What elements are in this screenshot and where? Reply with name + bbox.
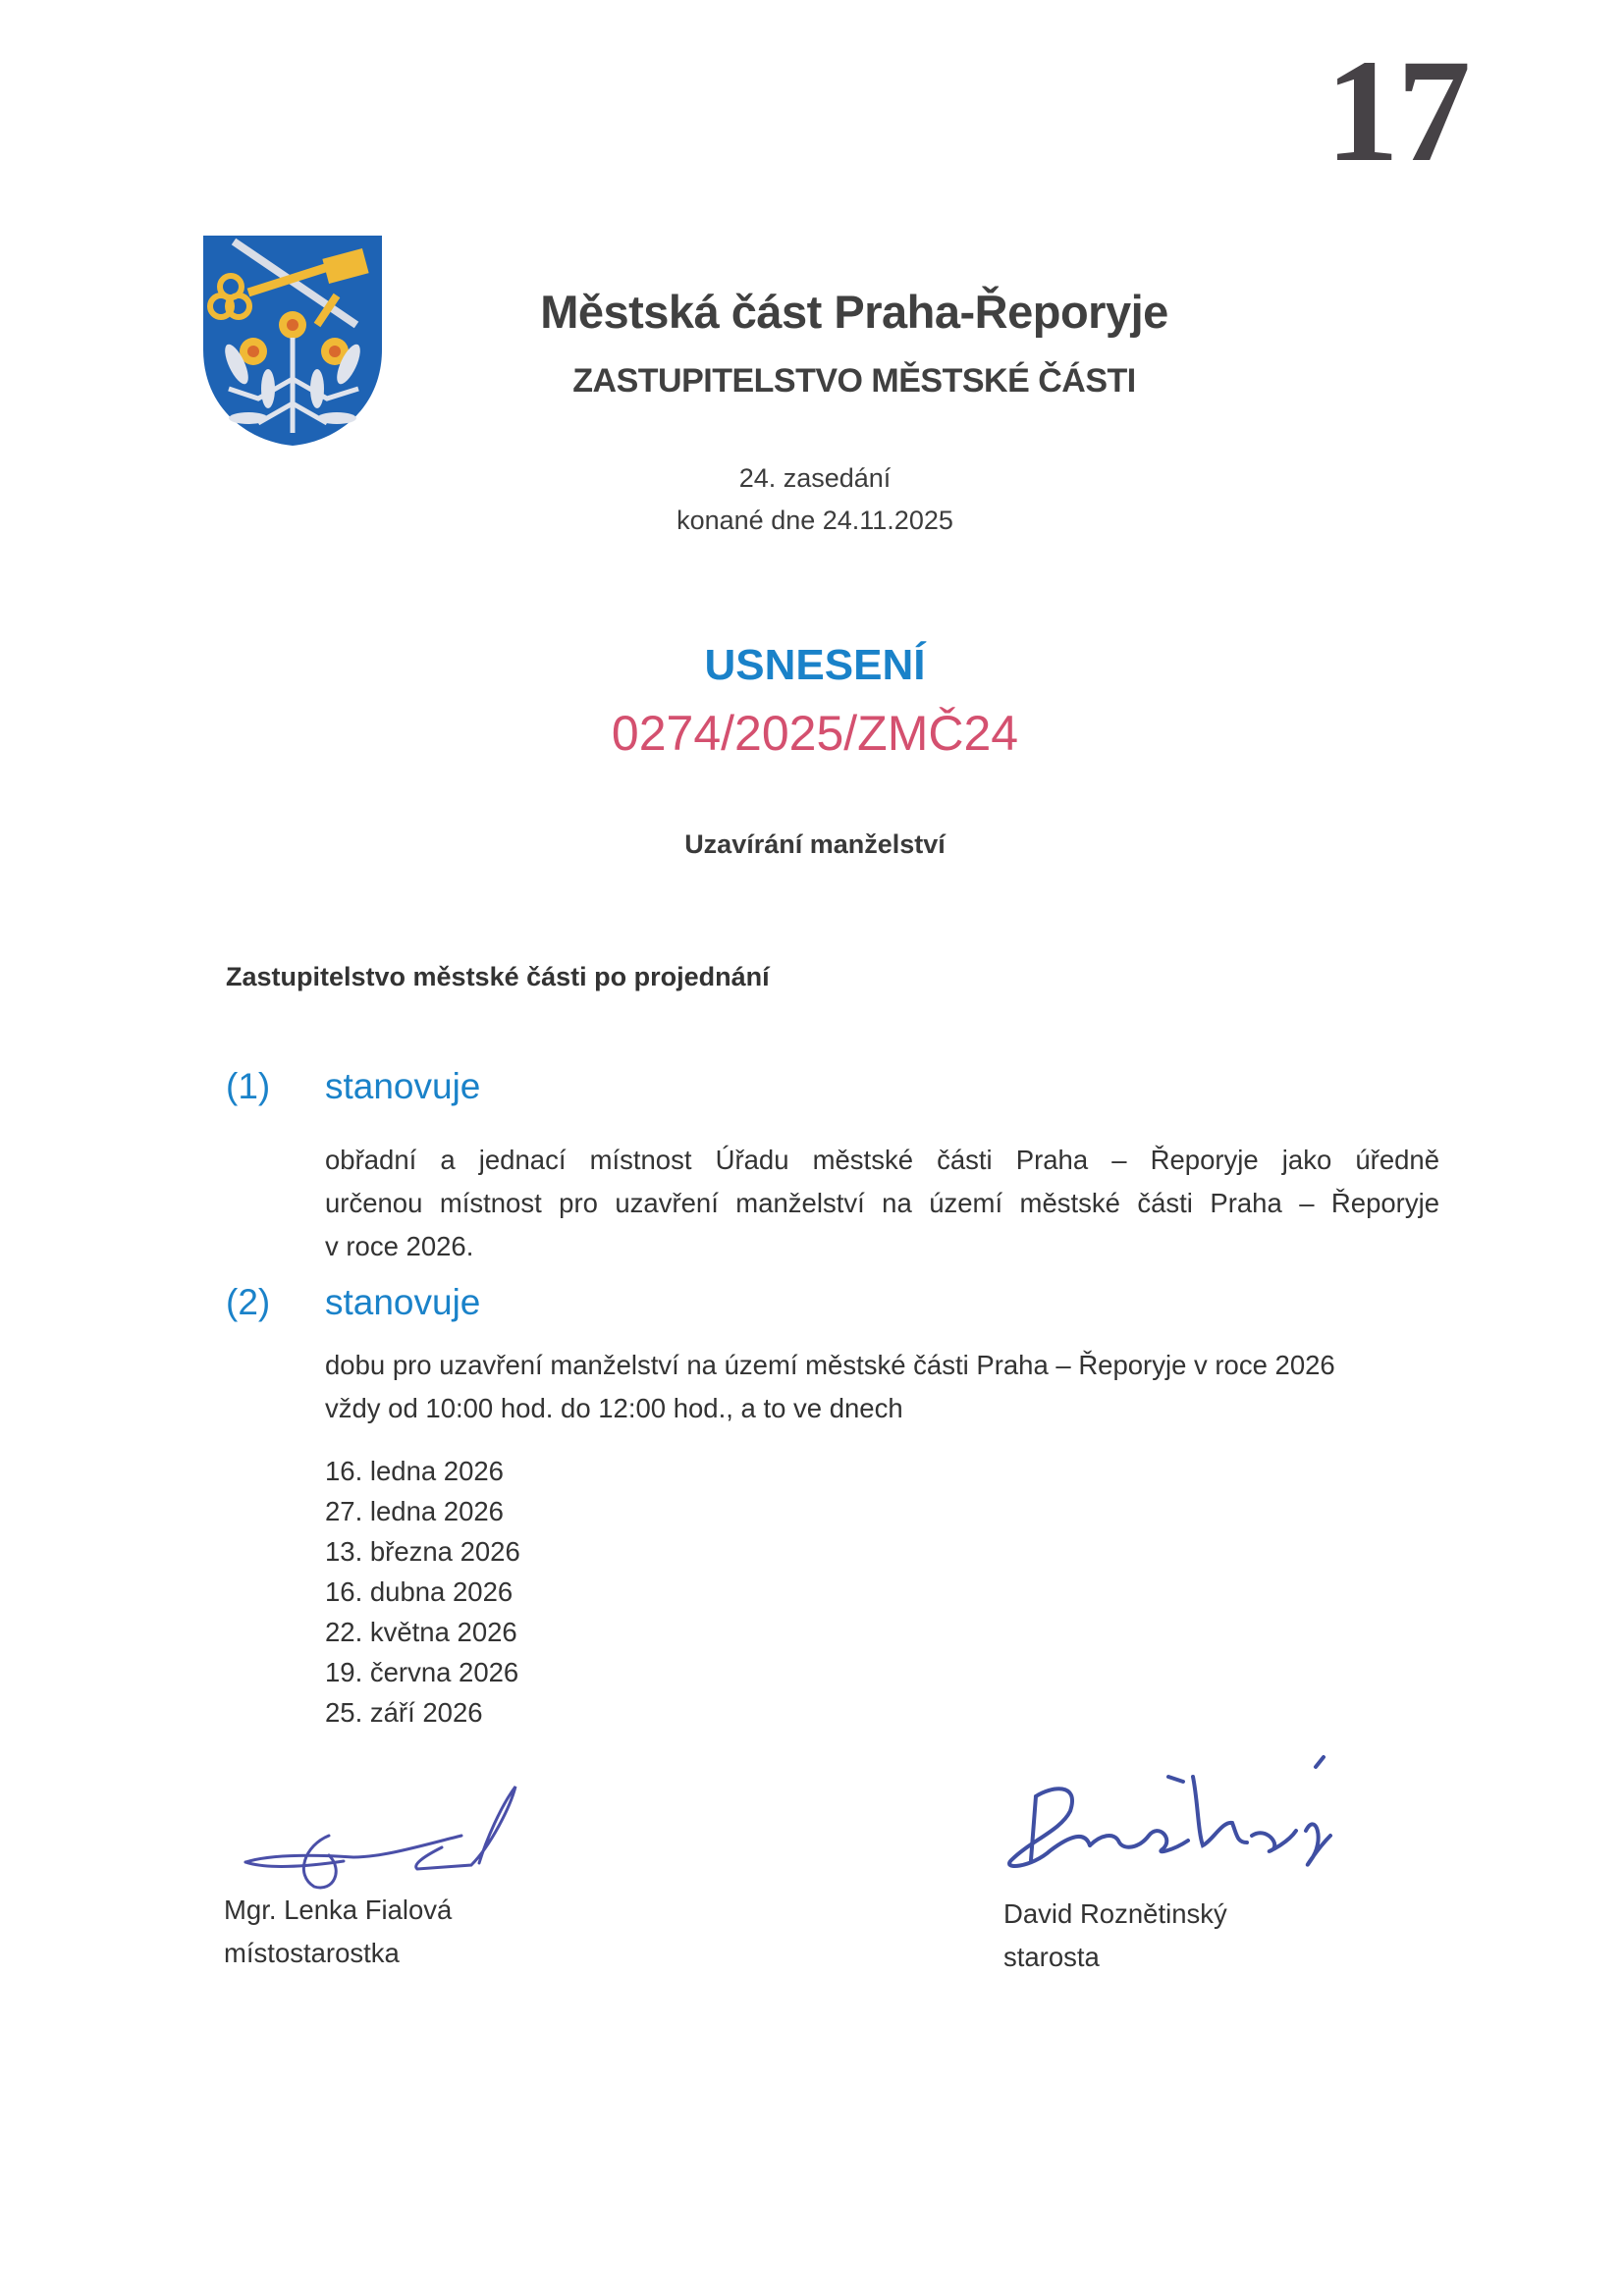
section-1-text <box>325 1139 1439 1268</box>
date-item: 27. ledna 2026 <box>325 1496 504 1526</box>
section-1-verb: stanovuje <box>325 1066 481 1106</box>
date-item: 25. září 2026 <box>325 1697 483 1728</box>
resolution-title: USNESENÍ <box>704 641 926 689</box>
signature-block-left <box>224 1889 666 1975</box>
council-name: ZASTUPITELSTVO MĚSTSKÉ ČÁSTI <box>572 362 1136 400</box>
date-item: 13. března 2026 <box>325 1536 520 1567</box>
date-item: 16. dubna 2026 <box>325 1576 514 1607</box>
preamble: Zastupitelstvo městské části po projednání <box>226 962 770 991</box>
signatory-name: David Roznětinský <box>1003 1898 1227 1929</box>
signatory-role: starosta <box>1003 1942 1100 1972</box>
signature-fialova <box>236 1767 530 1890</box>
coat-of-arms-icon <box>199 232 386 450</box>
signature-block-right <box>1003 1893 1445 1979</box>
session-number: 24. zasedání <box>738 463 892 493</box>
date-item: 19. června 2026 <box>325 1657 519 1687</box>
section-1-line: určenou místnost pro uzavření manželství na území městské části Praha – Řeporyje <box>325 1188 1439 1218</box>
signature-roznetinsky <box>992 1752 1355 1875</box>
section-2-line: dobu pro uzavření manželství na území městské části Praha – Řeporyje v roce 2026 <box>325 1350 1335 1380</box>
signatory-name: Mgr. Lenka Fialová <box>224 1895 453 1925</box>
organization-name: Městská část Praha-Řeporyje <box>540 286 1168 338</box>
signatory-role: místostarostka <box>224 1938 400 1968</box>
section-2-number: (2) <box>226 1282 271 1322</box>
session-date: konané dne 24.11.2025 <box>676 506 953 535</box>
date-item: 22. května 2026 <box>325 1617 517 1647</box>
section-2-text <box>325 1344 1454 1430</box>
date-item: 16. ledna 2026 <box>325 1456 504 1486</box>
section-1-line: v roce 2026. <box>325 1231 474 1261</box>
wedding-dates-list <box>325 1451 718 1733</box>
page-number: 17 <box>1325 29 1469 192</box>
section-2-verb: stanovuje <box>325 1282 481 1322</box>
section-1-number: (1) <box>226 1066 271 1106</box>
resolution-subject: Uzavírání manželství <box>684 829 946 859</box>
section-1-line: obřadní a jednací místnost Úřadu městské části Praha – Řeporyje jako úředně <box>325 1145 1439 1175</box>
resolution-number: 0274/2025/ZMČ24 <box>611 706 1019 761</box>
section-2-line: vždy od 10:00 hod. do 12:00 hod., a to ve dnech <box>325 1393 903 1423</box>
